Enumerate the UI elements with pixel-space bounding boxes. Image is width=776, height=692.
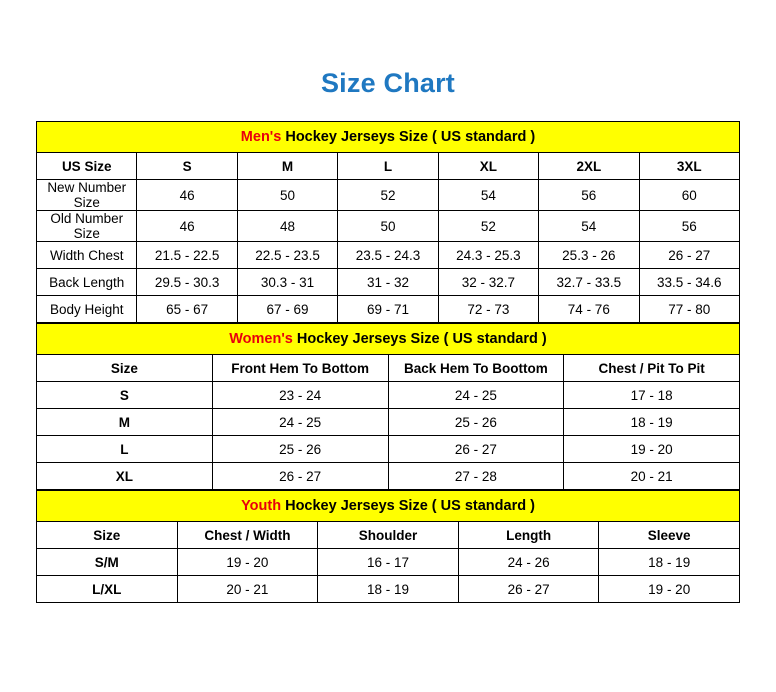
- row-label: Old Number Size: [37, 211, 137, 242]
- table-cell: 19 - 20: [177, 549, 318, 576]
- womens-header-cell: Chest / Pit To Pit: [564, 355, 740, 382]
- mens-banner-row: [37, 122, 740, 153]
- table-cell: 26 - 27: [388, 436, 564, 463]
- womens-header-cell: Back Hem To Boottom: [388, 355, 564, 382]
- row-label: New Number Size: [37, 180, 137, 211]
- youth-size-table: [36, 490, 740, 603]
- table-cell: 25.3 - 26: [539, 242, 639, 269]
- table-cell: 19 - 20: [599, 576, 740, 603]
- row-label: S: [37, 382, 213, 409]
- table-cell: 60: [639, 180, 739, 211]
- youth-header-cell: Sleeve: [599, 522, 740, 549]
- table-row: [37, 436, 740, 463]
- table-cell: 56: [539, 180, 639, 211]
- row-label: Width Chest: [37, 242, 137, 269]
- mens-header-cell: US Size: [37, 153, 137, 180]
- mens-banner-cell: [37, 122, 740, 153]
- mens-header-cell: 3XL: [639, 153, 739, 180]
- table-cell: 67 - 69: [237, 296, 337, 323]
- table-cell: 25 - 26: [212, 436, 388, 463]
- table-cell: 46: [137, 211, 237, 242]
- womens-banner-row: [37, 324, 740, 355]
- table-cell: 18 - 19: [599, 549, 740, 576]
- table-cell: 52: [438, 211, 538, 242]
- table-row: [37, 242, 740, 269]
- womens-banner-cell: [37, 324, 740, 355]
- youth-banner-rest: Hockey Jerseys Size ( US standard ): [281, 498, 535, 514]
- table-row: [37, 382, 740, 409]
- table-cell: 24 - 25: [212, 409, 388, 436]
- page-title: Size Chart: [320, 68, 456, 98]
- table-cell: 54: [539, 211, 639, 242]
- table-cell: 29.5 - 30.3: [137, 269, 237, 296]
- row-label: XL: [37, 463, 213, 490]
- mens-header-row: [37, 153, 740, 180]
- table-cell: 52: [338, 180, 438, 211]
- mens-header-cell: 2XL: [539, 153, 639, 180]
- table-cell: 16 - 17: [318, 549, 459, 576]
- table-cell: 31 - 32: [338, 269, 438, 296]
- youth-banner-accent: Youth: [241, 498, 282, 514]
- table-cell: 19 - 20: [564, 436, 740, 463]
- table-cell: 20 - 21: [564, 463, 740, 490]
- table-cell: 27 - 28: [388, 463, 564, 490]
- youth-header-cell: Shoulder: [318, 522, 459, 549]
- mens-banner-rest: Hockey Jerseys Size ( US standard ): [281, 129, 536, 145]
- youth-header-row: [37, 522, 740, 549]
- table-cell: 50: [237, 180, 337, 211]
- mens-banner-accent: Men's: [240, 129, 282, 145]
- table-cell: 20 - 21: [177, 576, 318, 603]
- table-cell: 18 - 19: [564, 409, 740, 436]
- womens-size-table: [36, 323, 740, 490]
- womens-header-cell: Front Hem To Bottom: [212, 355, 388, 382]
- table-row: [37, 180, 740, 211]
- mens-header-cell: XL: [438, 153, 538, 180]
- womens-banner-rest: Hockey Jerseys Size ( US standard ): [292, 331, 547, 347]
- table-row: [37, 296, 740, 323]
- table-cell: 24 - 25: [388, 382, 564, 409]
- table-cell: 33.5 - 34.6: [639, 269, 739, 296]
- table-row: [37, 576, 740, 603]
- row-label: M: [37, 409, 213, 436]
- mens-size-table: [36, 121, 740, 323]
- youth-header-cell: Chest / Width: [177, 522, 318, 549]
- table-cell: 18 - 19: [318, 576, 459, 603]
- tables-container: [0, 99, 776, 603]
- womens-header-row: [37, 355, 740, 382]
- row-label: Body Height: [37, 296, 137, 323]
- mens-header-cell: M: [237, 153, 337, 180]
- row-label: Back Length: [37, 269, 137, 296]
- youth-banner-cell: [37, 491, 740, 522]
- table-cell: 26 - 27: [639, 242, 739, 269]
- table-cell: 25 - 26: [388, 409, 564, 436]
- table-cell: 24.3 - 25.3: [438, 242, 538, 269]
- table-cell: 50: [338, 211, 438, 242]
- table-cell: 24 - 26: [458, 549, 599, 576]
- row-label: S/M: [37, 549, 178, 576]
- table-cell: 23 - 24: [212, 382, 388, 409]
- table-cell: 46: [137, 180, 237, 211]
- table-cell: 30.3 - 31: [237, 269, 337, 296]
- table-cell: 72 - 73: [438, 296, 538, 323]
- table-row: [37, 549, 740, 576]
- table-cell: 32 - 32.7: [438, 269, 538, 296]
- table-cell: 74 - 76: [539, 296, 639, 323]
- table-cell: 21.5 - 22.5: [137, 242, 237, 269]
- womens-banner-accent: Women's: [229, 331, 293, 347]
- table-cell: 56: [639, 211, 739, 242]
- table-row: [37, 211, 740, 242]
- table-row: [37, 463, 740, 490]
- table-cell: 32.7 - 33.5: [539, 269, 639, 296]
- row-label: L: [37, 436, 213, 463]
- table-cell: 22.5 - 23.5: [237, 242, 337, 269]
- table-cell: 69 - 71: [338, 296, 438, 323]
- mens-header-cell: L: [338, 153, 438, 180]
- table-cell: 54: [438, 180, 538, 211]
- table-row: [37, 409, 740, 436]
- table-cell: 26 - 27: [212, 463, 388, 490]
- table-cell: 77 - 80: [639, 296, 739, 323]
- youth-header-cell: Length: [458, 522, 599, 549]
- table-cell: 23.5 - 24.3: [338, 242, 438, 269]
- table-cell: 17 - 18: [564, 382, 740, 409]
- youth-banner-row: [37, 491, 740, 522]
- table-cell: 65 - 67: [137, 296, 237, 323]
- youth-header-cell: Size: [37, 522, 178, 549]
- table-cell: 48: [237, 211, 337, 242]
- womens-header-cell: Size: [37, 355, 213, 382]
- table-cell: 26 - 27: [458, 576, 599, 603]
- mens-header-cell: S: [137, 153, 237, 180]
- table-row: [37, 269, 740, 296]
- row-label: L/XL: [37, 576, 178, 603]
